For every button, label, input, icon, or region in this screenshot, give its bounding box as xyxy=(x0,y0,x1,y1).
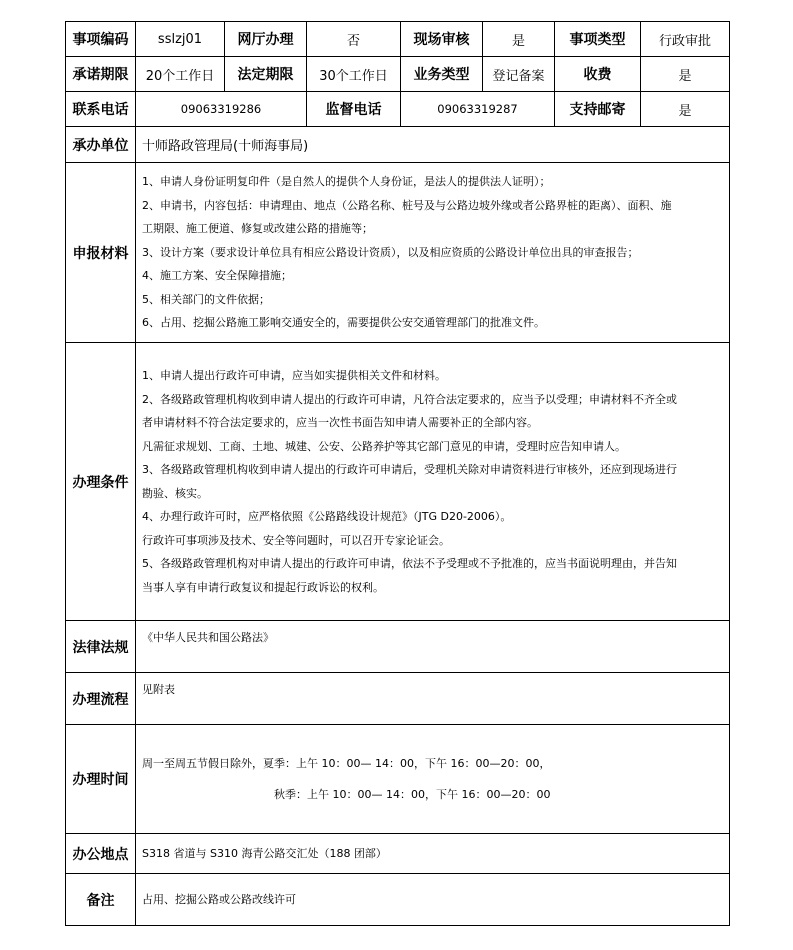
item-info-sheet xyxy=(65,21,729,926)
info-table xyxy=(65,21,730,926)
process-value: 见附表 xyxy=(136,673,730,725)
fee-value: 是 xyxy=(641,57,730,92)
conditions-line: 2、各级路政管理机构收到申请人提出的行政许可申请，凡符合法定要求的，应当予以受理；申请材料不齐全或 xyxy=(142,392,677,406)
onsite-value: 是 xyxy=(483,22,555,57)
type-value: 行政审批 xyxy=(641,22,730,57)
org-value: 十师路政管理局(十师海事局) xyxy=(136,127,730,163)
legal-label: 法定期限 xyxy=(225,57,307,92)
row-process xyxy=(66,673,730,725)
materials-content xyxy=(136,163,730,343)
materials-line: 6、占用、挖掘公路施工影响交通安全的，需要提供公安交通管理部门的批准文件。 xyxy=(142,316,545,330)
sup-label: 监督电话 xyxy=(307,92,401,127)
type-label: 事项类型 xyxy=(555,22,641,57)
row-remark xyxy=(66,874,730,926)
mail-label: 支持邮寄 xyxy=(555,92,641,127)
mail-value: 是 xyxy=(641,92,730,127)
row-hours xyxy=(66,725,730,834)
hall-value: 否 xyxy=(307,22,401,57)
row-address xyxy=(66,834,730,874)
law-label: 法律法规 xyxy=(66,621,136,673)
remark-value: 占用、挖掘公路或公路改线许可 xyxy=(136,874,730,926)
biz-value: 登记备案 xyxy=(483,57,555,92)
row-materials xyxy=(66,163,730,343)
promise-value: 20个工作日 xyxy=(136,57,225,92)
row-deadlines xyxy=(66,57,730,92)
materials-line: 5、相关部门的文件依据； xyxy=(142,292,270,306)
process-label: 办理流程 xyxy=(66,673,136,725)
row-org xyxy=(66,127,730,163)
materials-line: 1、申请人身份证明复印件（是自然人的提供个人身份证，是法人的提供法人证明）； xyxy=(142,175,551,189)
conditions-content xyxy=(136,343,730,621)
address-label: 办公地点 xyxy=(66,834,136,874)
biz-label: 业务类型 xyxy=(401,57,483,92)
conditions-line: 4、办理行政许可时，应严格依照《公路路线设计规范》（JTG D20-2006）。 xyxy=(142,510,512,523)
row-conditions xyxy=(66,343,730,621)
code-label: 事项编码 xyxy=(66,22,136,57)
hours-content xyxy=(136,725,730,834)
hours-label: 办理时间 xyxy=(66,725,136,834)
conditions-line: 者申请材料不符合法定要求的，应当一次性书面告知申请人需要补正的全部内容。 xyxy=(142,416,538,429)
conditions-line: 当事人享有申请行政复议和提起行政诉讼的权利。 xyxy=(142,580,384,594)
hall-label: 网厅办理 xyxy=(225,22,307,57)
row-contacts xyxy=(66,92,730,127)
materials-line: 工期限、施工便道、修复或改建公路的措施等； xyxy=(142,222,373,236)
phone-label: 联系电话 xyxy=(66,92,136,127)
conditions-label: 办理条件 xyxy=(66,343,136,621)
address-value: S318 省道与 S310 海青公路交汇处（188 团部） xyxy=(136,834,730,874)
materials-line: 3、设计方案（要求设计单位具有相应公路设计资质），以及相应资质的公路设计单位出具的审查报告； xyxy=(142,245,639,259)
sup-value: 09063319287 xyxy=(401,92,555,127)
hours-autumn: 秋季：上午 10：00— 14：00，下午 16：00—20：00 xyxy=(274,788,551,801)
onsite-label: 现场审核 xyxy=(401,22,483,57)
remark-label: 备注 xyxy=(66,874,136,926)
fee-label: 收费 xyxy=(555,57,641,92)
conditions-line: 1、申请人提出行政许可申请，应当如实提供相关文件和材料。 xyxy=(142,369,446,382)
row-item-basic xyxy=(66,22,730,57)
row-law xyxy=(66,621,730,673)
materials-line: 4、施工方案、安全保障措施； xyxy=(142,269,292,283)
conditions-line: 行政许可事项涉及技术、安全等问题时，可以召开专家论证会。 xyxy=(142,533,450,547)
hours-summer: 周一至周五节假日除外，夏季：上午 10：00— 14：00，下午 16：00—20：00， xyxy=(142,757,551,770)
law-value: 《中华人民共和国公路法》 xyxy=(136,621,730,673)
conditions-line: 5、各级路政管理机构对申请人提出的行政许可申请，依法不予受理或不予批准的，应当书面说明理由，并告知 xyxy=(142,557,677,570)
materials-line: 2、申请书，内容包括：申请理由、地点（公路名称、桩号及与公路边坡外缘或者公路界桩的距离）、面积、施 xyxy=(142,198,672,212)
conditions-line: 勘验、核实。 xyxy=(142,486,208,500)
code-value: sslzj01 xyxy=(136,22,225,57)
legal-value: 30个工作日 xyxy=(307,57,401,92)
phone-value: 09063319286 xyxy=(136,92,307,127)
conditions-line: 凡需征求规划、工商、土地、城建、公安、公路养护等其它部门意见的申请，受理时应告知申请人。 xyxy=(142,439,626,453)
materials-label: 申报材料 xyxy=(66,163,136,343)
conditions-line: 3、各级路政管理机构收到申请人提出的行政许可申请后，受理机关除对申请资料进行审核外，还应到现场进行 xyxy=(142,463,677,476)
org-label: 承办单位 xyxy=(66,127,136,163)
promise-label: 承诺期限 xyxy=(66,57,136,92)
